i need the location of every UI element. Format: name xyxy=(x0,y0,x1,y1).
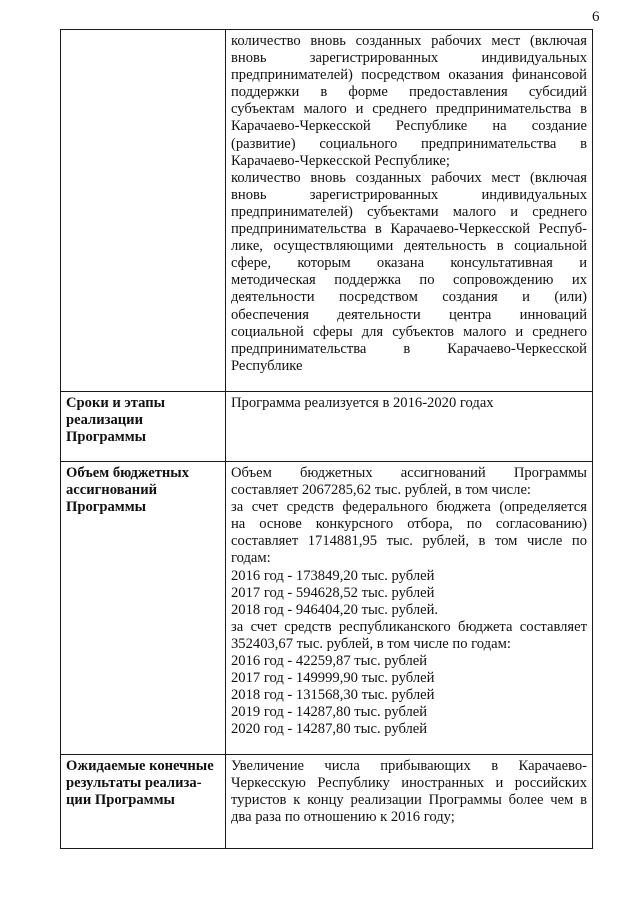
label-line: Сроки и этапы xyxy=(66,395,166,411)
label-line: Объем бюджетных xyxy=(66,465,189,481)
text-line: два раза по отношению к 2016 году; xyxy=(231,809,455,826)
text-line: предпринимателей) субъектами малого и среднего xyxy=(231,203,587,220)
text-line: предпринимательства в Карачаево-Черкесской Респуб- xyxy=(231,221,587,238)
table-row-budget xyxy=(61,462,593,755)
label-line: ассигнований xyxy=(66,482,158,499)
year-amount-line: 2017 год - 149999,90 тыс. рублей xyxy=(231,670,435,687)
text-line: Черкесскую Республику иностранных и российских xyxy=(231,775,587,792)
text-line: социальной сферы для субъектов малого и среднего xyxy=(231,323,587,340)
year-amount-line: 2017 год - 594628,52 тыс. рублей xyxy=(231,584,435,601)
text-line: (развитие) социального предпринимательства в xyxy=(231,135,587,152)
label-cell-timing xyxy=(61,392,226,462)
text-line: количество вновь созданных рабочих мест (включая xyxy=(231,33,587,49)
year-amount-line: 2016 год - 173849,20 тыс. рублей xyxy=(231,567,435,584)
text-line: за счет средств федерального бюджета (определяется xyxy=(231,499,587,516)
text-line: на основе конкурсного отбора, по согласованию) xyxy=(231,516,587,533)
text-line: методическая поддержка по сопровождению их xyxy=(231,272,587,289)
text-line: Республике xyxy=(231,357,303,374)
page-number: 6 xyxy=(592,9,600,25)
text-line: составляет 1714881,95 тыс. рублей, в том числе по xyxy=(231,533,587,550)
text-line: годам: xyxy=(231,550,271,567)
text-line: Программа реализуется в 2016-2020 годах xyxy=(231,395,494,411)
value-cell-results xyxy=(226,755,593,849)
text-line: Карачаево-Черкесской Республике на создание xyxy=(231,118,587,135)
text-line: деятельности посредством создания и (или) xyxy=(231,289,587,306)
text-line: поддержки в форме предоставления субсидий xyxy=(231,84,587,101)
year-amount-line: 2018 год - 946404,20 тыс. рублей. xyxy=(231,601,439,618)
table-row-timing xyxy=(61,392,593,462)
year-amount-line: 2018 год - 131568,30 тыс. рублей xyxy=(231,687,435,704)
text-line: субъектам малого и среднего предпринимательства в xyxy=(231,101,587,118)
year-amount-line: 2019 год - 14287,80 тыс. рублей xyxy=(231,704,428,721)
text-line: составляет 2067285,62 тыс. рублей, в том числе: xyxy=(231,482,531,499)
label-cell-budget xyxy=(61,462,226,755)
text-line: туристов к концу реализации Программы более чем в xyxy=(231,792,587,809)
label-line: реализации xyxy=(66,412,144,429)
label-cell-empty xyxy=(61,30,226,392)
year-amount-line: 2020 год - 14287,80 тыс. рублей xyxy=(231,721,428,738)
label-cell-results xyxy=(61,755,226,849)
year-amount-line: 2016 год - 42259,87 тыс. рублей xyxy=(231,653,428,670)
value-cell-indicators xyxy=(226,30,593,392)
label-line: ции Программы xyxy=(66,792,175,809)
text-line: Карачаево-Черкесской Республике; xyxy=(231,152,450,169)
table-row-indicators-continuation xyxy=(61,30,593,392)
value-cell-budget xyxy=(226,462,593,755)
text-line: лике, осуществляющими деятельность в социальной xyxy=(231,238,587,255)
program-passport-table xyxy=(60,29,593,849)
table-row-results xyxy=(61,755,593,849)
label-line: результаты реализа- xyxy=(66,775,202,792)
indicators-paragraph xyxy=(231,33,587,375)
label-line: Программы xyxy=(66,499,147,516)
text-line: вновь зарегистрированных индивидуальных xyxy=(231,50,587,67)
text-line: Объем бюджетных ассигнований Программы xyxy=(231,465,587,481)
text-line: количество вновь созданных рабочих мест (включая xyxy=(231,169,587,186)
text-line: обеспечения деятельности центра инноваций xyxy=(231,306,587,323)
text-line: за счет средств республиканского бюджета составляет xyxy=(231,618,587,635)
text-line: вновь зарегистрированных индивидуальных xyxy=(231,186,587,203)
text-line: Увеличение числа прибывающих в Карачаево- xyxy=(231,758,587,774)
text-line: предпринимателей) посредством оказания финансовой xyxy=(231,67,587,84)
label-line: Программы xyxy=(66,429,147,446)
value-cell-timing xyxy=(226,392,593,462)
text-line: сфере, которым оказана консультативная и xyxy=(231,255,587,272)
label-line: Ожидаемые конечные xyxy=(66,758,214,774)
text-line: предпринимательства в Карачаево-Черкесской xyxy=(231,340,587,357)
text-line: 352403,67 тыс. рублей, в том числе по годам: xyxy=(231,635,511,652)
